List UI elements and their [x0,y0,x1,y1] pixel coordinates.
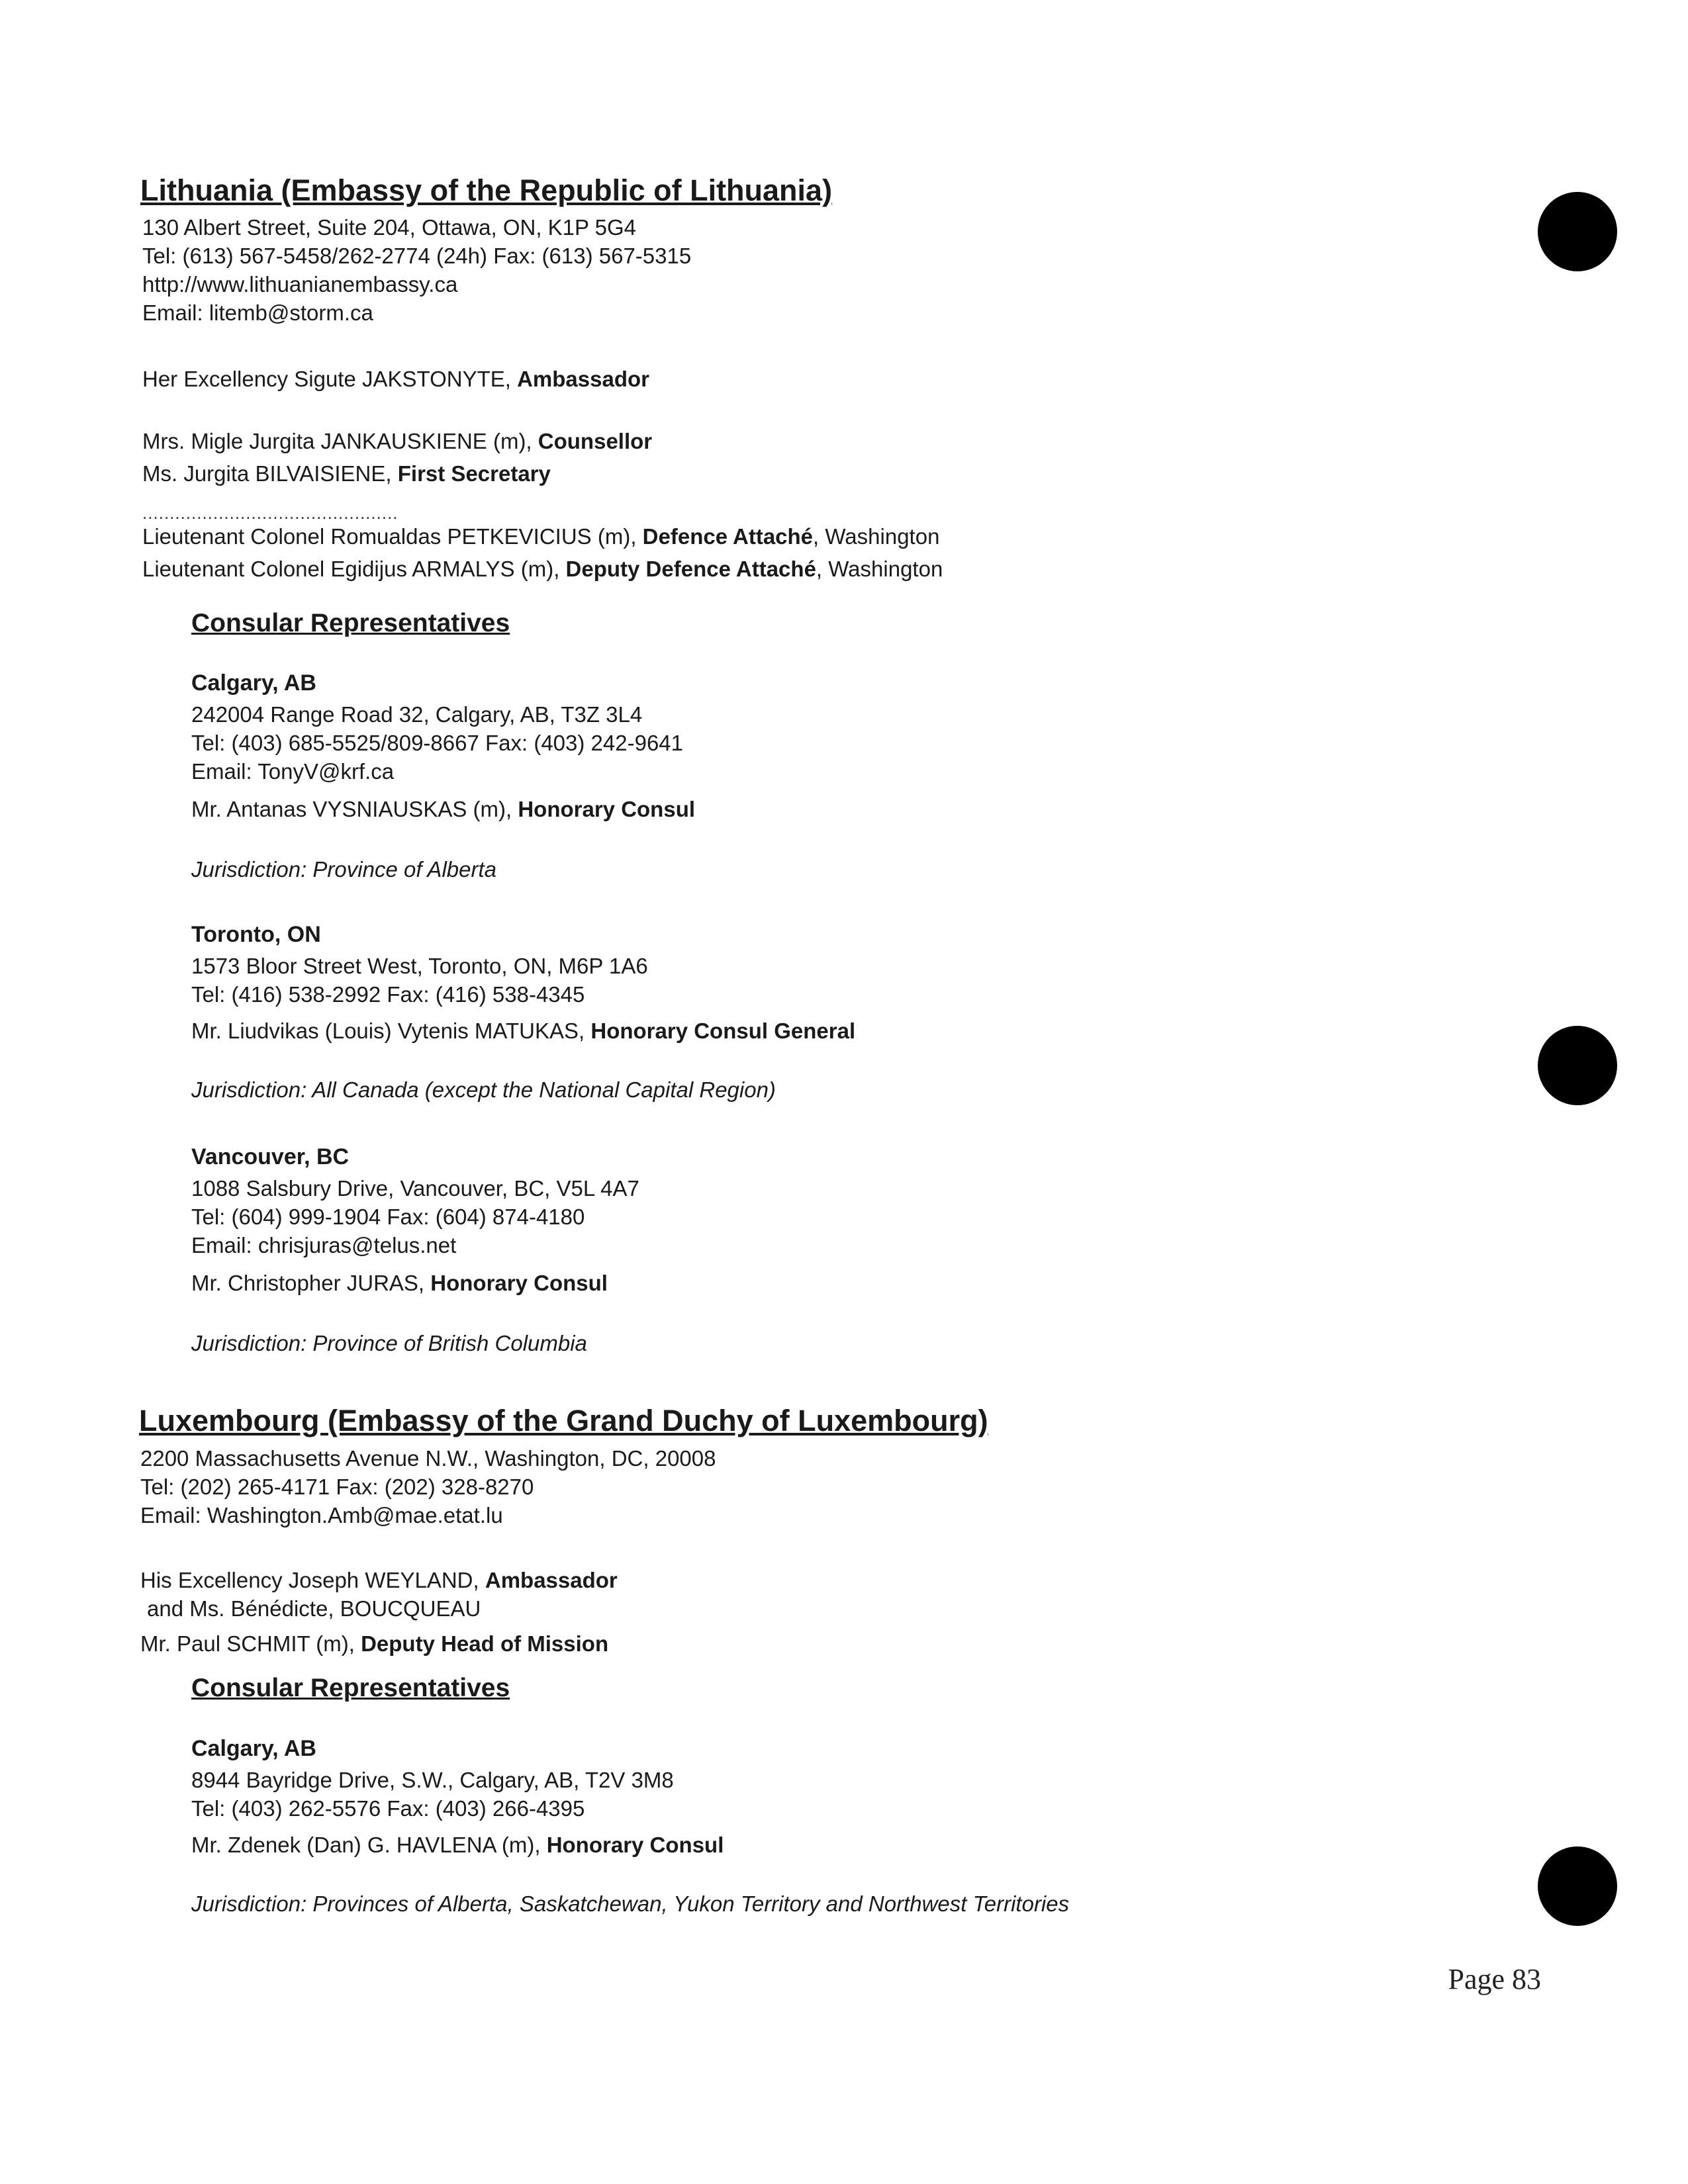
lithuania-address: 130 Albert Street, Suite 204, Ottawa, ON, K1P 5G4 [142,215,636,240]
luxembourg-ambassador [140,1566,618,1594]
consulate-tel: Tel: (416) 538-2992 Fax: (416) 538-4345 [191,982,585,1007]
deputy-title: Deputy Head of Mission [361,1631,609,1656]
defence-attache-title: Defence Attaché [642,524,814,549]
binder-hole-bottom [1538,1846,1617,1926]
ambassador-title: Ambassador [485,1568,618,1592]
consulate-jurisdiction [191,1075,855,1104]
staff-first-secretary [142,459,652,488]
consulate-jurisdiction [191,1329,639,1357]
consulate-address: 242004 Range Road 32, Calgary, AB, T3Z 3L4 [191,702,643,727]
deputy-name: Mr. Paul SCHMIT (m), [140,1631,361,1656]
separator-dots: ............................................... [142,503,399,523]
consulate-email[interactable]: Email: chrisjuras@telus.net [191,1233,457,1257]
luxembourg-deputy [140,1629,618,1658]
lithuania-email[interactable]: Email: litemb@storm.ca [142,300,373,325]
deputy-defence-attache-name: Lieutenant Colonel Egidijus ARMALYS (m), [142,557,566,581]
consulate-person [191,1269,639,1297]
consulate-person [191,795,695,823]
jurisdiction-value: Provinces of Alberta, Saskatchewan, Yukon Territory and Northwest Territories [312,1891,1070,1916]
consulate-tel: Tel: (403) 262-5576 Fax: (403) 266-4395 [191,1796,585,1821]
luxembourg-ambassador-spouse: and Ms. Bénédicte, BOUCQUEAU [147,1596,481,1621]
consulate-address: 8944 Bayridge Drive, S.W., Calgary, AB, T2V 3M8 [191,1768,674,1792]
luxembourg-tel: Tel: (202) 265-4171 Fax: (202) 328-8270 [140,1475,534,1499]
consul-role: Honorary Consul [546,1833,724,1857]
deputy-defence-attache-location: , Washington [816,557,943,581]
consulate-jurisdiction [191,855,695,884]
luxembourg-address: 2200 Massachusetts Avenue N.W., Washington, DC, 20008 [140,1446,716,1471]
consulate-address: 1573 Bloor Street West, Toronto, ON, M6P 1A6 [191,954,648,978]
lithuania-attaches [142,522,943,583]
defence-attache-location: , Washington [813,524,940,549]
consulate-city: Vancouver, BC [191,1144,350,1169]
lithuania-contact [142,213,691,327]
jurisdiction-label: Jurisdiction: [191,857,313,882]
luxembourg-contact [140,1444,716,1529]
consul-role: Honorary Consul [518,797,696,821]
jurisdiction-label: Jurisdiction: [191,1077,312,1102]
defence-attache [142,522,943,551]
page-number: Page 83 [1448,1963,1541,1995]
consulate-city: Calgary, AB [191,1736,316,1761]
consul-role: Honorary Consul General [590,1019,856,1043]
defence-attache-name: Lieutenant Colonel Romualdas PETKEVICIUS (m), [142,524,643,549]
consul-role: Honorary Consul [430,1271,608,1295]
ambassador-title: Ambassador [517,367,649,391]
jurisdiction-label: Jurisdiction: [191,1891,313,1916]
luxembourg-consulate-calgary [191,1734,1069,1918]
lithuania-consulate-vancouver [191,1142,639,1357]
staff-counsellor [142,427,652,455]
counsellor-title: Counsellor [538,429,653,453]
lithuania-consulate-calgary [191,668,695,884]
consul-name: Mr. Antanas VYSNIAUSKAS (m), [191,797,518,821]
luxembourg-email[interactable]: Email: Washington.Amb@mae.etat.lu [140,1503,503,1527]
consulate-city: Calgary, AB [191,670,316,696]
lithuania-consulate-toronto [191,920,855,1104]
jurisdiction-label: Jurisdiction: [191,1331,313,1355]
luxembourg-staff [140,1566,618,1658]
counsellor-name: Mrs. Migle Jurgita JANKAUSKIENE (m), [142,429,538,453]
consulate-city: Toronto, ON [191,922,321,947]
lithuania-tel: Tel: (613) 567-5458/262-2774 (24h) Fax: (613) 567-5315 [142,244,692,268]
lithuania-title: Lithuania (Embassy of the Republic of Lithuania) [140,173,833,207]
jurisdiction-value: Province of Alberta [312,857,496,882]
luxembourg-consular-heading: Consular Representatives [191,1674,510,1702]
ambassador-name: Her Excellency Sigute JAKSTONYTE, [142,367,518,391]
consulate-jurisdiction [191,1889,1069,1918]
binder-hole-top [1538,192,1617,271]
consulate-person [191,1831,1069,1859]
lithuania-ambassador [142,365,649,393]
jurisdiction-value: Province of British Columbia [312,1331,587,1355]
lithuania-website[interactable]: http://www.lithuanianembassy.ca [142,272,458,296]
binder-hole-middle [1538,1026,1617,1105]
lithuania-consular-heading: Consular Representatives [191,609,510,637]
jurisdiction-value: All Canada (except the National Capital Region) [312,1077,776,1102]
ambassador-name: His Excellency Joseph WEYLAND, [140,1568,485,1592]
consul-name: Mr. Christopher JURAS, [191,1271,431,1295]
deputy-defence-attache-title: Deputy Defence Attaché [565,557,816,581]
consulate-tel: Tel: (403) 685-5525/809-8667 Fax: (403) 242-9641 [191,731,683,755]
consul-name: Mr. Zdenek (Dan) G. HAVLENA (m), [191,1833,547,1857]
deputy-defence-attache [142,555,943,583]
first-secretary-name: Ms. Jurgita BILVAISIENE, [142,461,398,486]
luxembourg-title: Luxembourg (Embassy of the Grand Duchy of Luxembourg) [139,1404,988,1437]
lithuania-staff [142,427,652,488]
consulate-person [191,1017,855,1045]
consulate-email[interactable]: Email: TonyV@krf.ca [191,759,395,784]
consulate-tel: Tel: (604) 999-1904 Fax: (604) 874-4180 [191,1205,585,1229]
consulate-address: 1088 Salsbury Drive, Vancouver, BC, V5L 4A7 [191,1176,639,1201]
first-secretary-title: First Secretary [397,461,551,486]
consul-name: Mr. Liudvikas (Louis) Vytenis MATUKAS, [191,1019,591,1043]
